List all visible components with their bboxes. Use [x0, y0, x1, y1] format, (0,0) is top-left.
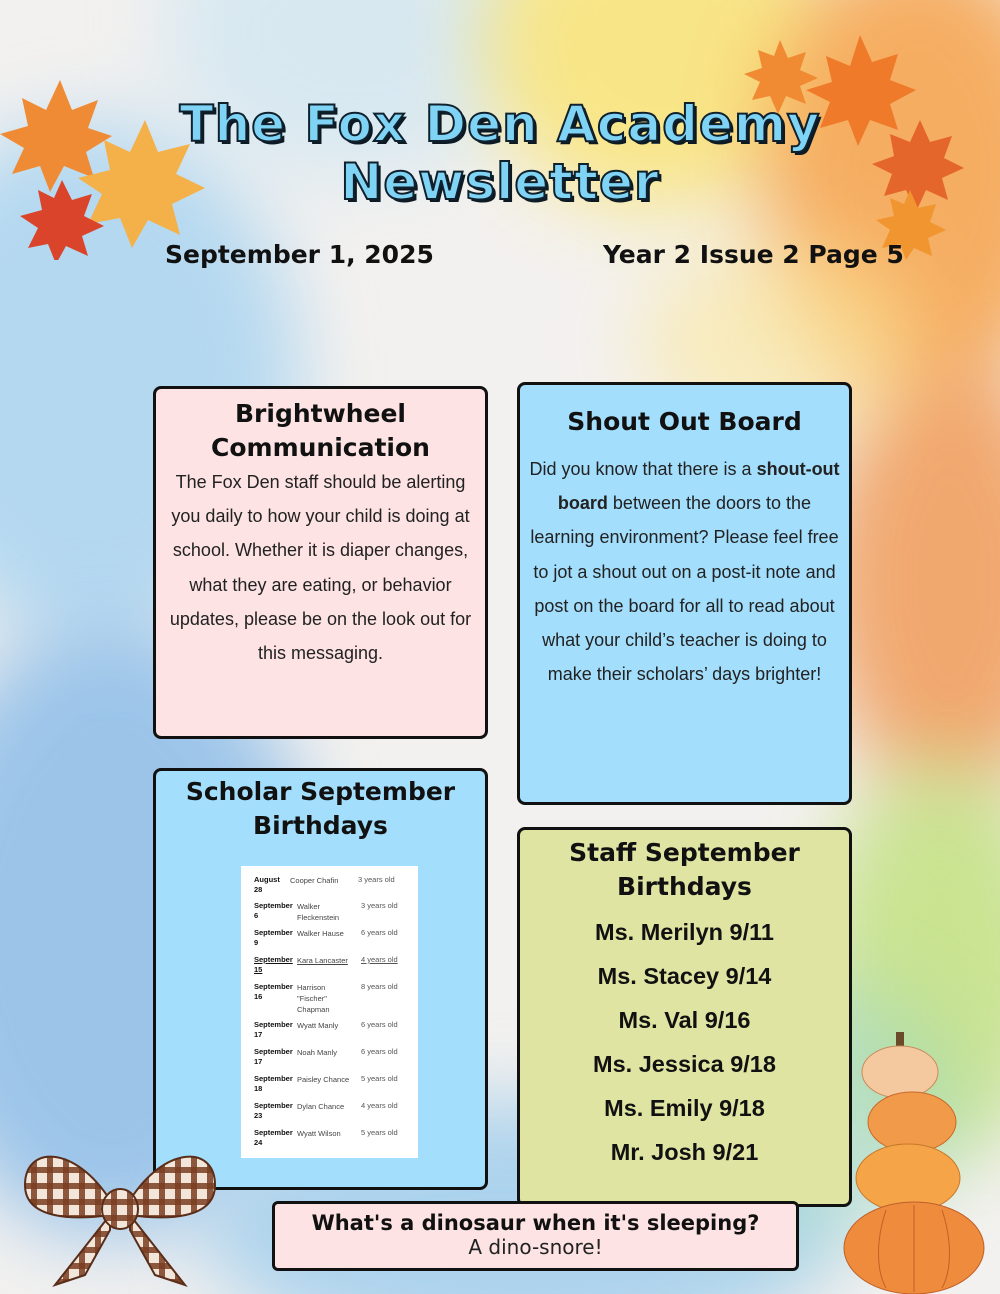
scholar-birthdays-heading-line1: Scholar September: [185, 777, 456, 806]
birthday-name: Kara Lancaster: [297, 956, 348, 965]
birthday-date: September 18: [254, 1074, 293, 1093]
birthday-name: Paisley Chance: [297, 1075, 350, 1084]
scholar-birthdays-table: [241, 866, 418, 1158]
issue-date: September 1, 2025: [165, 240, 434, 269]
birthday-date: September 24: [254, 1128, 293, 1147]
shoutout-text-part2: between the doors to the learning environment? Please feel free to jot a shout out on a post-it note and post on the board for all to read about what your child’s teacher is doing to make their scholars’ days brighter!: [530, 493, 839, 685]
birthday-date: September 23: [254, 1101, 293, 1120]
birthday-name: Walker Hause: [297, 929, 344, 938]
birthday-name: Harrison "Fischer" Chapman: [297, 983, 330, 1014]
birthday-name: Noah Manly: [297, 1048, 338, 1057]
shoutout-text: [520, 452, 849, 691]
brightwheel-section: [153, 386, 488, 739]
staff-birthday-item: Mr. Josh 9/21: [610, 1139, 759, 1165]
birthday-age: 3 years old: [361, 901, 398, 910]
scholar-birthdays-heading-line2: Birthdays: [253, 811, 388, 840]
birthday-age: 6 years old: [361, 928, 398, 937]
shoutout-section: [517, 382, 852, 805]
staff-birthdays-heading-line2: Birthdays: [617, 872, 752, 901]
birthday-age: 4 years old: [361, 1101, 398, 1110]
birthday-name: Walker Fleckenstein: [297, 902, 340, 922]
staff-birthday-item: Ms. Merilyn 9/11: [595, 919, 774, 945]
birthday-name: Cooper Chafin: [290, 876, 339, 885]
newsletter-title-line1: The Fox Den Academy: [179, 95, 821, 153]
birthday-date: September 6: [254, 901, 293, 920]
shoutout-heading: Shout Out Board: [567, 407, 802, 436]
birthday-date: September 17: [254, 1047, 293, 1066]
pumpkin-stack-icon: [840, 1030, 1000, 1294]
birthday-name: Wyatt Manly: [297, 1021, 339, 1030]
birthday-age: 5 years old: [361, 1074, 398, 1083]
joke-question: What's a dinosaur when it's sleeping?: [311, 1211, 760, 1235]
staff-birthdays-list: [520, 910, 849, 1174]
newsletter-title-line2: Newsletter: [340, 153, 660, 211]
issue-number: Year 2 Issue 2 Page 5: [603, 240, 904, 269]
shoutout-text-part1: Did you know that there is a: [529, 459, 757, 479]
brightwheel-heading-line1: Brightwheel: [235, 399, 406, 428]
birthday-name: Dylan Chance: [297, 1102, 345, 1111]
birthday-age: 6 years old: [361, 1047, 398, 1056]
birthday-date: September 17: [254, 1020, 293, 1039]
birthday-age: 6 years old: [361, 1020, 398, 1029]
staff-birthdays-heading-line1: Staff September: [569, 838, 800, 867]
brightwheel-text: The Fox Den staff should be alerting you daily to how your child is doing at school. Whether it is diaper changes, what they are eating, or behavior updates, please be on the look out for this messaging.: [169, 472, 472, 664]
birthday-name: Wyatt Wilson: [297, 1129, 341, 1138]
staff-birthday-item: Ms. Jessica 9/18: [593, 1051, 776, 1077]
shoutout-text-bold: shout-out board: [557, 459, 840, 514]
brightwheel-heading-line2: Communication: [211, 433, 430, 462]
joke-answer: A dino-snore!: [468, 1235, 603, 1259]
staff-birthday-item: Ms. Val 9/16: [618, 1007, 751, 1033]
birthday-date: September 16: [254, 982, 293, 1001]
birthday-date: August 28: [254, 875, 280, 894]
birthday-age: 8 years old: [361, 982, 398, 991]
plaid-bow-icon: [15, 1135, 225, 1290]
staff-birthday-item: Ms. Stacey 9/14: [597, 963, 772, 989]
birthday-age: 3 years old: [358, 875, 395, 884]
birthday-date: September 9: [254, 928, 293, 947]
joke-section: [272, 1201, 799, 1271]
staff-birthday-item: Ms. Emily 9/18: [604, 1095, 765, 1121]
birthday-date: September 15: [254, 955, 293, 974]
birthday-age: 4 years old: [361, 955, 398, 964]
staff-birthdays-section: [517, 827, 852, 1207]
birthday-age: 5 years old: [361, 1128, 398, 1137]
